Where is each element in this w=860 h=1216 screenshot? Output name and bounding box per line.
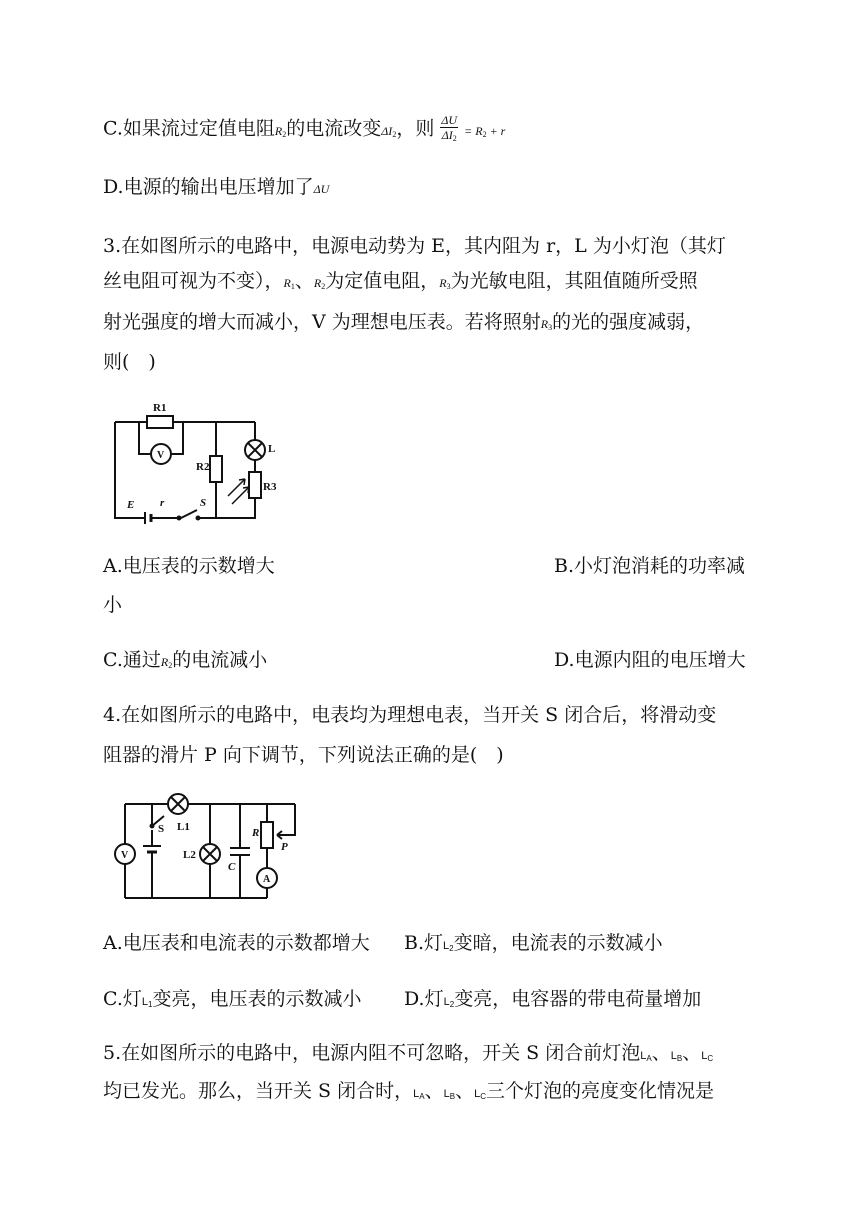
q3-option-c: C.通过$R_2$的电流减小 [103,649,268,671]
r2-symbol: $R_2$ [274,123,287,139]
r2-symbol: $R_2$ [313,276,326,291]
q3-option-b-line2: 小 [103,594,123,616]
label-v: V [121,850,129,861]
label-s: S [158,823,165,835]
q3-circuit-diagram [105,398,285,524]
label-c: C [228,861,236,873]
lc-symbol: $L_C$ [474,1088,486,1101]
label-l2: L2 [183,849,196,861]
q2-option-c: C.如果流过定值电阻$R_2$的电流改变$\Delta I_2$，则 $\frac{\Delta U}{\Delta I_2}$ = $R_2 + r$ [103,113,505,147]
label-r1: R1 [153,402,167,414]
q3-stem-line1: 3.在如图所示的电路中，电源电动势为 E，其内阻为 r，L 为小灯泡（其灯 [103,235,726,257]
label-l1: L1 [177,821,190,833]
q4-stem-line1: 4.在如图所示的电路中，电表均为理想电表，当开关 S 闭合后，将滑动变 [103,704,717,726]
lb-symbol: $L_B$ [443,1088,456,1101]
q4-circuit-diagram [107,792,307,900]
q2-option-d: D.电源的输出电压增加了ΔU [103,176,330,198]
q3-option-b-line1: B.小灯泡消耗的功率减 [554,555,746,577]
q4-option-b: B.灯$L_2$变暗，电流表的示数减小 [404,932,663,954]
la-symbol: $L_A$ [640,1050,652,1063]
q4-stem-line2: 阻器的滑片 P 向下调节，下列说法正确的是( ) [103,744,504,766]
q3-option-a: A.电压表的示数增大 [103,555,275,577]
l2-symbol: $L_2$ [443,940,454,953]
delta-i2-symbol: $\Delta I_2$ [381,123,397,139]
label-r2: R2 [196,461,210,473]
label-a: A [263,874,271,885]
lb-symbol: $L_B$ [670,1050,683,1063]
delta-u-symbol: ΔU [313,182,330,196]
label-p: P [281,841,288,853]
la-symbol: $L_A$ [413,1088,425,1101]
q3-stem-line2: 丝电阻可视为不变），$R_1$、$R_2$为定值电阻，$R_3$为光敏电阻，其阻值随所受照 [103,270,698,292]
q3-option-d: D.电源内阻的电压增大 [554,649,746,671]
label-v: V [157,450,165,461]
q3-stem-line3: 射光强度的增大而减小，V 为理想电压表。若将照射$R_3$的光的强度减弱， [103,311,705,333]
q4-option-d: D.灯$L_2$变亮，电容器的带电荷量增加 [404,988,702,1010]
q5-stem-line1: 5.在如图所示的电路中，电源内阻不可忽略，开关 S 闭合前灯泡$L_A$、$L_B$、$L_C$ [103,1042,714,1064]
r3-symbol: $R_3$ [439,276,451,291]
r1-symbol: $R_1$ [283,276,295,291]
r3-symbol: $R_3$ [540,317,553,332]
q4-option-c: C.灯$L_1$变亮，电压表的示数减小 [103,988,362,1010]
lc-symbol: $L_C$ [701,1050,714,1063]
q4-option-a: A.电压表和电流表的示数都增大 [103,932,370,954]
label-e: E [127,499,135,511]
label-r3: R3 [263,481,277,493]
equation-rhs: = $R_2 + r$ [464,123,506,139]
label-r: R [252,827,260,839]
label-s: S [200,497,207,509]
label-l: L [268,443,276,455]
delta-u-over-delta-i2-fraction: $\frac{\Delta U}{\Delta I_2}$ [441,113,458,143]
l1-symbol: $L_1$ [141,996,153,1009]
q5-stem-line2: 均已发光。那么，当开关 S 闭合时，$L_A$、$L_B$、$L_C$三个灯泡的亮度变化情况是 [103,1080,714,1102]
q3-stem-line4: 则( ) [103,351,156,373]
r2-symbol: $R_2$ [160,655,173,670]
l2-symbol: $L_2$ [443,996,455,1009]
label-r: r [160,497,165,509]
